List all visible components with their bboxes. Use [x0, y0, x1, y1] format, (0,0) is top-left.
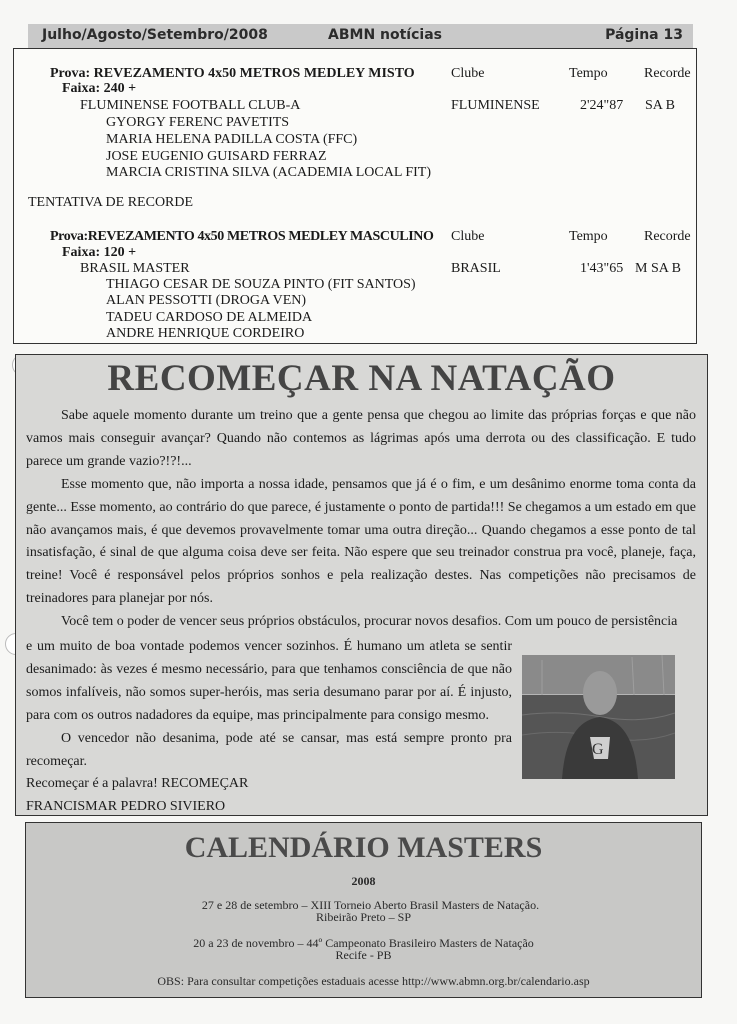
calendar-event2-location: Recife - PB [335, 948, 392, 962]
article-paragraph-start: Você tem o poder de vencer seus próprios obstáculos, procurar novos desafios. Com um pouco de persistência [61, 614, 678, 630]
article-paragraph-cont: e um muito de boa vontade podemos vencer sozinhos. É humano um atleta se sentir desanimado: às vezes é mesmo necessário, para que tenhamos consciência de que não somos infalíveis, não somos super-heróis, mas seria desumano parar por aí. É injusto, para com os outros nadadores da equipe, mas principalmente para consigo mesmo. [26, 639, 512, 723]
event1-swimmer: JOSE EUGENIO GUISARD FERRAZ [106, 149, 327, 164]
calendar-event2: 20 a 23 de novembro – 44º Campeonato Brasileiro Masters de Natação [193, 936, 534, 950]
calendar-event1-location: Ribeirão Preto – SP [316, 910, 411, 924]
article-body-top [26, 405, 696, 634]
col-record-1: Recorde [644, 66, 691, 81]
article-closing: Recomeçar é a palavra! RECOMEÇAR [26, 776, 249, 792]
event1-time: 2'24"87 [580, 98, 624, 113]
event2-time: 1'43"65 [580, 261, 624, 276]
article-paragraph: Sabe aquele momento durante um treino que a gente pensa que chegou ao limite das próprias forças e que não vamos mais conseguir avançar? Quando não contemos as lágrimas após uma derrota ou des classificação. E tudo parece um grande vazio?!?!... [26, 408, 696, 469]
event2-record: M SA B [635, 261, 681, 276]
event1-record: SA B [645, 98, 675, 113]
event2-range: Faixa: 120 + [62, 245, 137, 260]
calendar-obs: OBS: Para consultar competições estaduais acesse http://www.abmn.org.br/calendario.asp [157, 974, 590, 988]
swimmer-photo [522, 655, 675, 779]
event2-swimmer: TADEU CARDOSO DE ALMEIDA [106, 310, 313, 325]
event1-team: FLUMINENSE FOOTBALL CLUB-A [80, 98, 301, 113]
calendar-year: 2008 [351, 874, 376, 888]
event2-team: BRASIL MASTER [80, 261, 190, 276]
col-club-2: Clube [451, 229, 485, 244]
event1-swimmer: MARCIA CRISTINA SILVA (ACADEMIA LOCAL FIT) [106, 165, 432, 180]
event2-swimmer: ALAN PESSOTTI (DROGA VEN) [106, 293, 307, 308]
calendar-event1: 27 e 28 de setembro – XIII Torneio Aberto Brasil Masters de Natação. [201, 898, 540, 912]
event2-swimmer: ANDRE HENRIQUE CORDEIRO [106, 326, 305, 341]
event2-club: BRASIL [451, 261, 501, 276]
event1-title: Prova: REVEZAMENTO 4x50 METROS MEDLEY MISTO [50, 66, 415, 81]
col-time-2: Tempo [569, 229, 608, 244]
header-page-number: Página 13 [605, 27, 683, 43]
record-attempt: TENTATIVA DE RECORDE [28, 195, 194, 210]
event1-swimmer: MARIA HELENA PADILLA COSTA (FFC) [106, 132, 358, 147]
header-date: Julho/Agosto/Setembro/2008 [42, 27, 268, 43]
calendar-title: CALENDÁRIO MASTERS [184, 831, 543, 864]
article-author: FRANCISMAR PEDRO SIVIERO [26, 799, 226, 815]
article-paragraph: O vencedor não desanima, pode até se cansar, mas está sempre pronto pra recomeçar. [26, 730, 512, 769]
col-club-1: Clube [451, 66, 485, 81]
calendar-box [25, 822, 702, 998]
article-title: RECOMEÇAR NA NATAÇÃO [107, 358, 616, 399]
col-time-1: Tempo [569, 66, 608, 81]
col-record-2: Recorde [644, 229, 691, 244]
article-body-lower [26, 636, 512, 819]
event1-swimmer: GYORGY FERENC PAVETITS [106, 115, 290, 130]
article-paragraph: Esse momento que, não importa a nossa idade, pensamos que já é o fim, e um desânimo enorme toma conta da gente... Esse momento, ao contrário do que parece, é justamente o ponto de partida!!! Se chegamos a um estado em que não avançamos mais, é que devemos provavelmente tomar uma outra direção... Quando chegamos a esse ponto de tal insatisfação, é sinal de que alguma coisa deve ser feita. Não espere que seu treinador construa pra você, planeje, faça, treine! Você é responsável pelos próprios sonhos e pela realização destes. Nas competições não precisamos de treinadores para planejar por nós. [26, 476, 696, 607]
event2-swimmer: THIAGO CESAR DE SOUZA PINTO (FIT SANTOS) [106, 277, 416, 292]
event2-title: Prova:REVEZAMENTO 4x50 METROS MEDLEY MASCULINO [50, 229, 434, 244]
page-header [28, 24, 693, 48]
swimmer-photo-drawing [522, 655, 675, 779]
results-box [13, 48, 697, 344]
svg-text:G: G [592, 741, 604, 758]
event1-club: FLUMINENSE [451, 98, 540, 113]
article-box [15, 354, 708, 816]
header-publication: ABMN notícias [328, 27, 442, 43]
event1-range: Faixa: 240 + [62, 81, 137, 96]
